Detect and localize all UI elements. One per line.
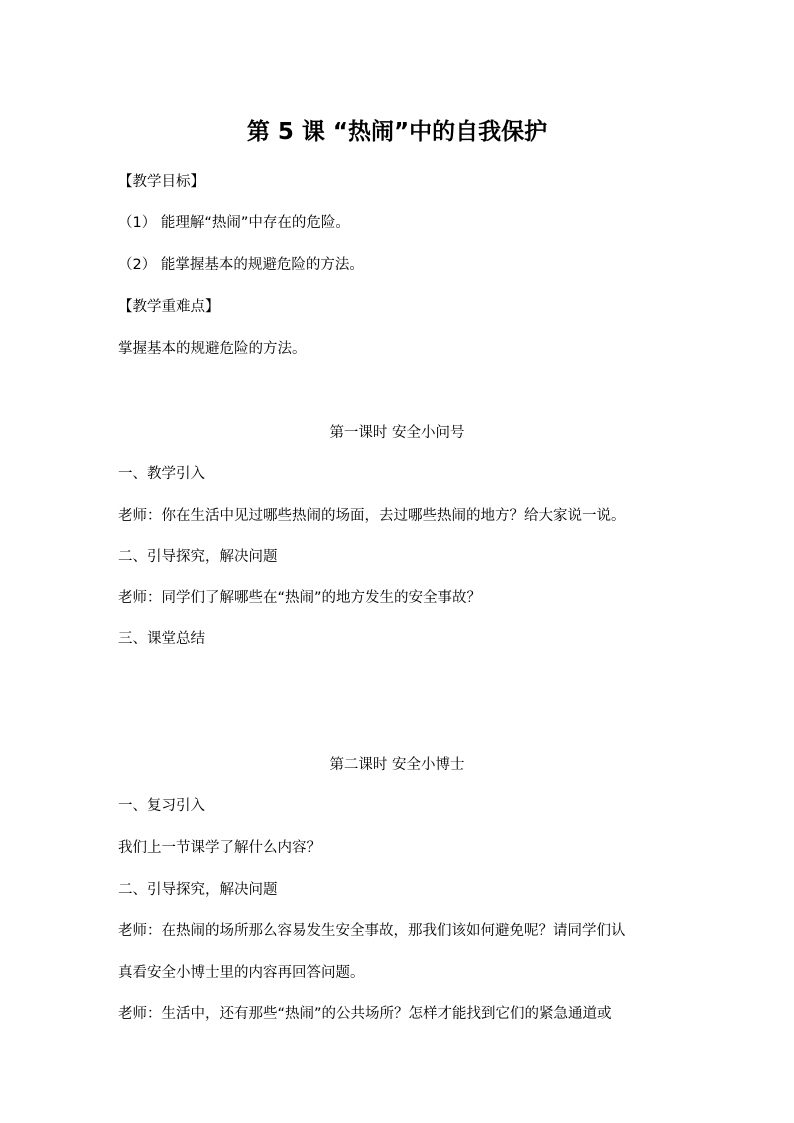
key-text: 掌握基本的规避危险的方法。	[118, 341, 307, 357]
page-title: 第 5 课 “热闹”中的自我保护	[246, 119, 548, 145]
lesson2-line-5: 真看安全小博士里的内容再回答问题。	[118, 965, 365, 981]
lesson1-line-3: 二、引导探究，解决问题	[118, 549, 278, 565]
goal-item-2: （2） 能掌握基本的规避危险的方法。	[118, 257, 364, 273]
lesson2-heading: 第二课时 安全小博士	[329, 757, 465, 773]
lesson1-line-5: 三、课堂总结	[118, 631, 205, 647]
goal-item-1: （1） 能理解“热闹”中存在的危险。	[118, 215, 350, 231]
lesson2-line-4: 老师：在热闹的场所那么容易发生安全事故，那我们该如何避免呢？请同学们认	[118, 923, 626, 939]
lesson1-line-4: 老师：同学们了解哪些在“热闹”的地方发生的安全事故？	[118, 590, 482, 606]
key-heading: 【教学重难点】	[118, 299, 220, 315]
lesson2-line-1: 一、复习引入	[118, 798, 205, 814]
lesson1-line-2: 老师：你在生活中见过哪些热闹的场面，去过哪些热闹的地方？给大家说一说。	[118, 508, 626, 524]
lesson1-line-1: 一、教学引入	[118, 466, 205, 482]
lesson2-line-6: 老师：生活中，还有那些“热闹”的公共场所？怎样才能找到它们的紧急通道或	[118, 1006, 612, 1022]
lesson2-line-2: 我们上一节课学了解什么内容？	[118, 840, 321, 856]
goals-heading: 【教学目标】	[118, 174, 205, 190]
lesson1-heading: 第一课时 安全小问号	[329, 425, 465, 441]
lesson2-line-3: 二、引导探究，解决问题	[118, 882, 278, 898]
